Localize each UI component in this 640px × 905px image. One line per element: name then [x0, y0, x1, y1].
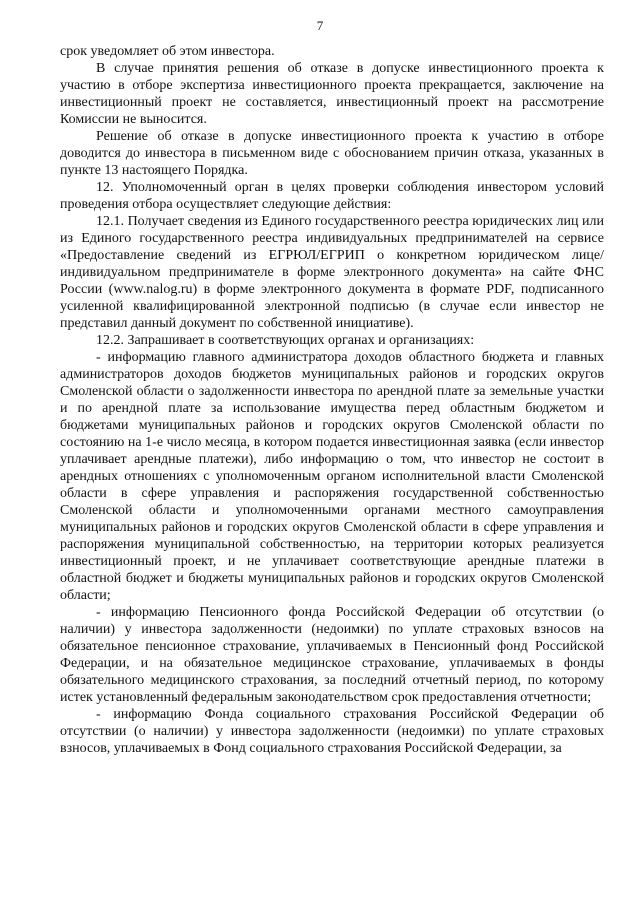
paragraph-8: - информацию Пенсионного фонда Российской Федерации об отсутствии (о наличии) у инвестора задолженности (недоимки) по уплате страховых взносов на обязательное пенсионное страхование, уплачиваемых в Пенсионный фонд Российской Федерации, и на обязательное медицинское страхование, уплачиваемых в фонды обязательного медицинского страхования, за последний отчетный период, по которому истек установленный федеральным законодательством срок предоставления отчетности;: [60, 605, 604, 705]
paragraph-5: 12.1. Получает сведения из Единого государственного реестра юридических лиц или из Единого государственного реестра индивидуальных предпринимателей на сервисе «Предоставление сведений из ЕГРЮЛ/ЕГРИП о конкретном юридическом лице/индивидуальном предпринимателе в форме электронного документа» на сайте ФНС России (www.nalog.ru) в форме электронного документа в формате PDF, подписанного усиленной квалифицированной электронной подписью (в случае если инвестор не представил данный документ по собственной инициативе).: [60, 214, 604, 331]
paragraph-6: 12.2. Запрашивает в соответствующих органах и организациях:: [96, 333, 475, 348]
paragraph-2: В случае принятия решения об отказе в допуске инвестиционного проекта к участию в отборе экспертиза инвестиционного проекта прекращается, заключение на инвестиционный проект не составляется, инвестиционный проект на рассмотрение Комиссии не выносится.: [60, 61, 604, 127]
document-body: [60, 43, 604, 757]
page-number: 7: [316, 18, 324, 33]
paragraph-7: - информацию главного администратора доходов областного бюджета и главных администраторов доходов бюджетов муниципальных районов и городских округов Смоленской области о задолженности инвестора по арендной плате за земельные участки и по арендной плате за использование имущества перед областным бюджетом и бюджетами муниципальных районов и городских округов Смоленской области по состоянию на 1-е число месяца, в котором подается инвестиционная заявка (если инвестор уплачивает арендные платежи), либо информацию о том, что инвестор не состоит в арендных отношениях с уполномоченным органом исполнительной власти Смоленской области в сфере управления и распоряжения государственной собственностью Смоленской области и уполномоченными органами местного самоуправления муниципальных районов и городских округов Смоленской области в сфере управления и распоряжения муниципальной собственностью, на территории которых реализуется инвестиционный проект, и не уплачивает соответствующие арендные платежи в областной бюджет и бюджеты муниципальных районов и городских округов Смоленской области;: [60, 350, 604, 603]
paragraph-3: Решение об отказе в допуске инвестиционного проекта к участию в отборе доводится до инвестора в письменном виде с обоснованием причин отказа, указанных в пункте 13 настоящего Порядка.: [60, 129, 604, 178]
paragraph-4: 12. Уполномоченный орган в целях проверки соблюдения инвестором условий проведения отбора осуществляет следующие действия:: [60, 180, 604, 212]
paragraph-1: срок уведомляет об этом инвестора.: [60, 44, 275, 59]
paragraph-9: - информацию Фонда социального страхования Российской Федерации об отсутствии (о наличии) у инвестора задолженности (недоимки) по уплате страховых взносов, уплачиваемых в Фонд социального страхования Российской Федерации, за: [60, 707, 604, 756]
